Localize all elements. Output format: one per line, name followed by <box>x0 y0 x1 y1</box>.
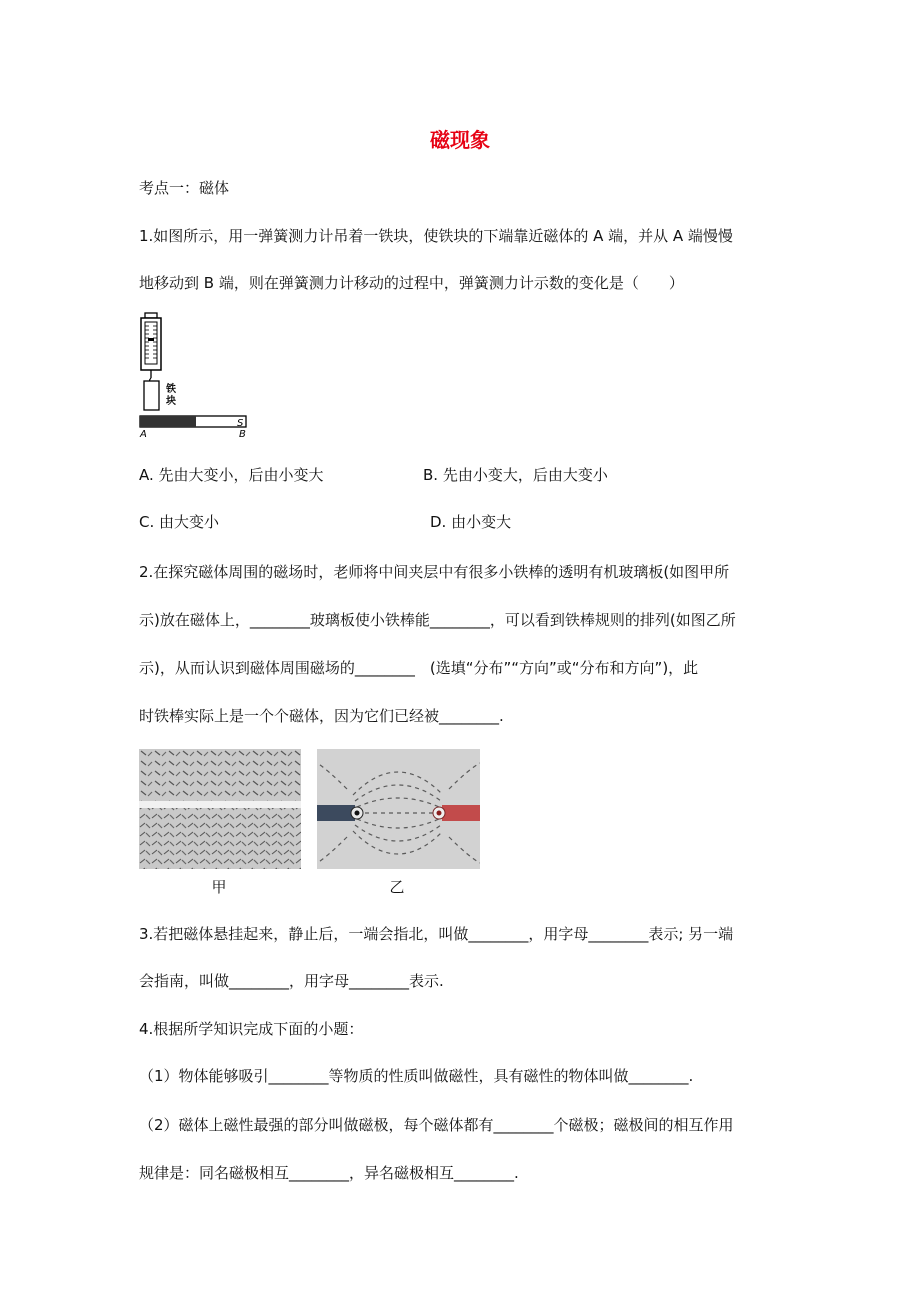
q2-line4: 时铁棒实际上是一个个磁体，因为它们已经被________. <box>139 707 504 725</box>
iron-block <box>144 381 159 410</box>
q4-sub1: （1）物体能够吸引________等物质的性质叫做磁性，具有磁性的物体叫做________. <box>139 1067 694 1085</box>
scale-pointer <box>148 338 154 341</box>
magnet-right <box>442 805 480 821</box>
section-heading: 考点一：磁体 <box>139 179 230 197</box>
q1-option-a: A. 先由大变小，后由小变大 <box>139 466 324 484</box>
magnet-left <box>317 805 355 821</box>
q3-line2: 会指南，叫做________，用字母________表示. <box>139 972 444 990</box>
page-title: 磁现象 <box>430 128 490 152</box>
figure-jia-label: 甲 <box>211 878 227 896</box>
q3-line1: 3.若把磁体悬挂起来，静止后，一端会指北，叫做________，用字母________表示; 另一端 <box>139 925 734 943</box>
spring-scale-figure <box>136 312 252 440</box>
pole-s-label: S <box>237 418 244 429</box>
figure-yi-label: 乙 <box>389 878 405 896</box>
q1-option-b: B. 先由小变大，后由大变小 <box>423 466 608 484</box>
q1-line1: 1.如图所示，用一弹簧测力计吊着一铁块，使铁块的下端靠近磁体的 A 端，并从 A 端慢慢 <box>139 227 733 245</box>
iron-block-label-1: 铁 <box>166 384 176 395</box>
q1-line2: 地移动到 B 端，则在弹簧测力计移动的过程中，弹簧测力计示数的变化是（ ） <box>139 274 684 292</box>
magnet-north-half <box>140 416 196 427</box>
figure-yi-photo <box>317 749 480 869</box>
q4-sub2-line2: 规律是：同名磁极相互________，异名磁极相互________. <box>139 1164 519 1182</box>
q2-line2: 示)放在磁体上，________玻璃板使小铁棒能________，可以看到铁棒规则的排列(如图乙所 <box>139 611 736 629</box>
end-b-label: B <box>239 429 246 440</box>
q1-option-c: C. 由大变小 <box>139 513 220 531</box>
end-a-label: A <box>140 429 147 440</box>
q2-line3: 示)，从而认识到磁体周围磁场的________ (选填“分布”“方向”或“分布和方向”)，此 <box>139 659 699 677</box>
magnet-edge <box>139 801 301 808</box>
figure-jia-photo <box>139 749 301 869</box>
q1-option-d: D. 由小变大 <box>430 513 512 531</box>
iron-block-label-2: 块 <box>166 396 176 407</box>
q4-line1: 4.根据所学知识完成下面的小题： <box>139 1020 364 1038</box>
q4-sub2-line1: （2）磁体上磁性最强的部分叫做磁极，每个磁体都有________个磁极；磁极间的相互作用 <box>139 1116 734 1134</box>
q2-line1: 2.在探究磁体周围的磁场时，老师将中间夹层中有很多小铁棒的透明有机玻璃板(如图甲所 <box>139 563 730 581</box>
